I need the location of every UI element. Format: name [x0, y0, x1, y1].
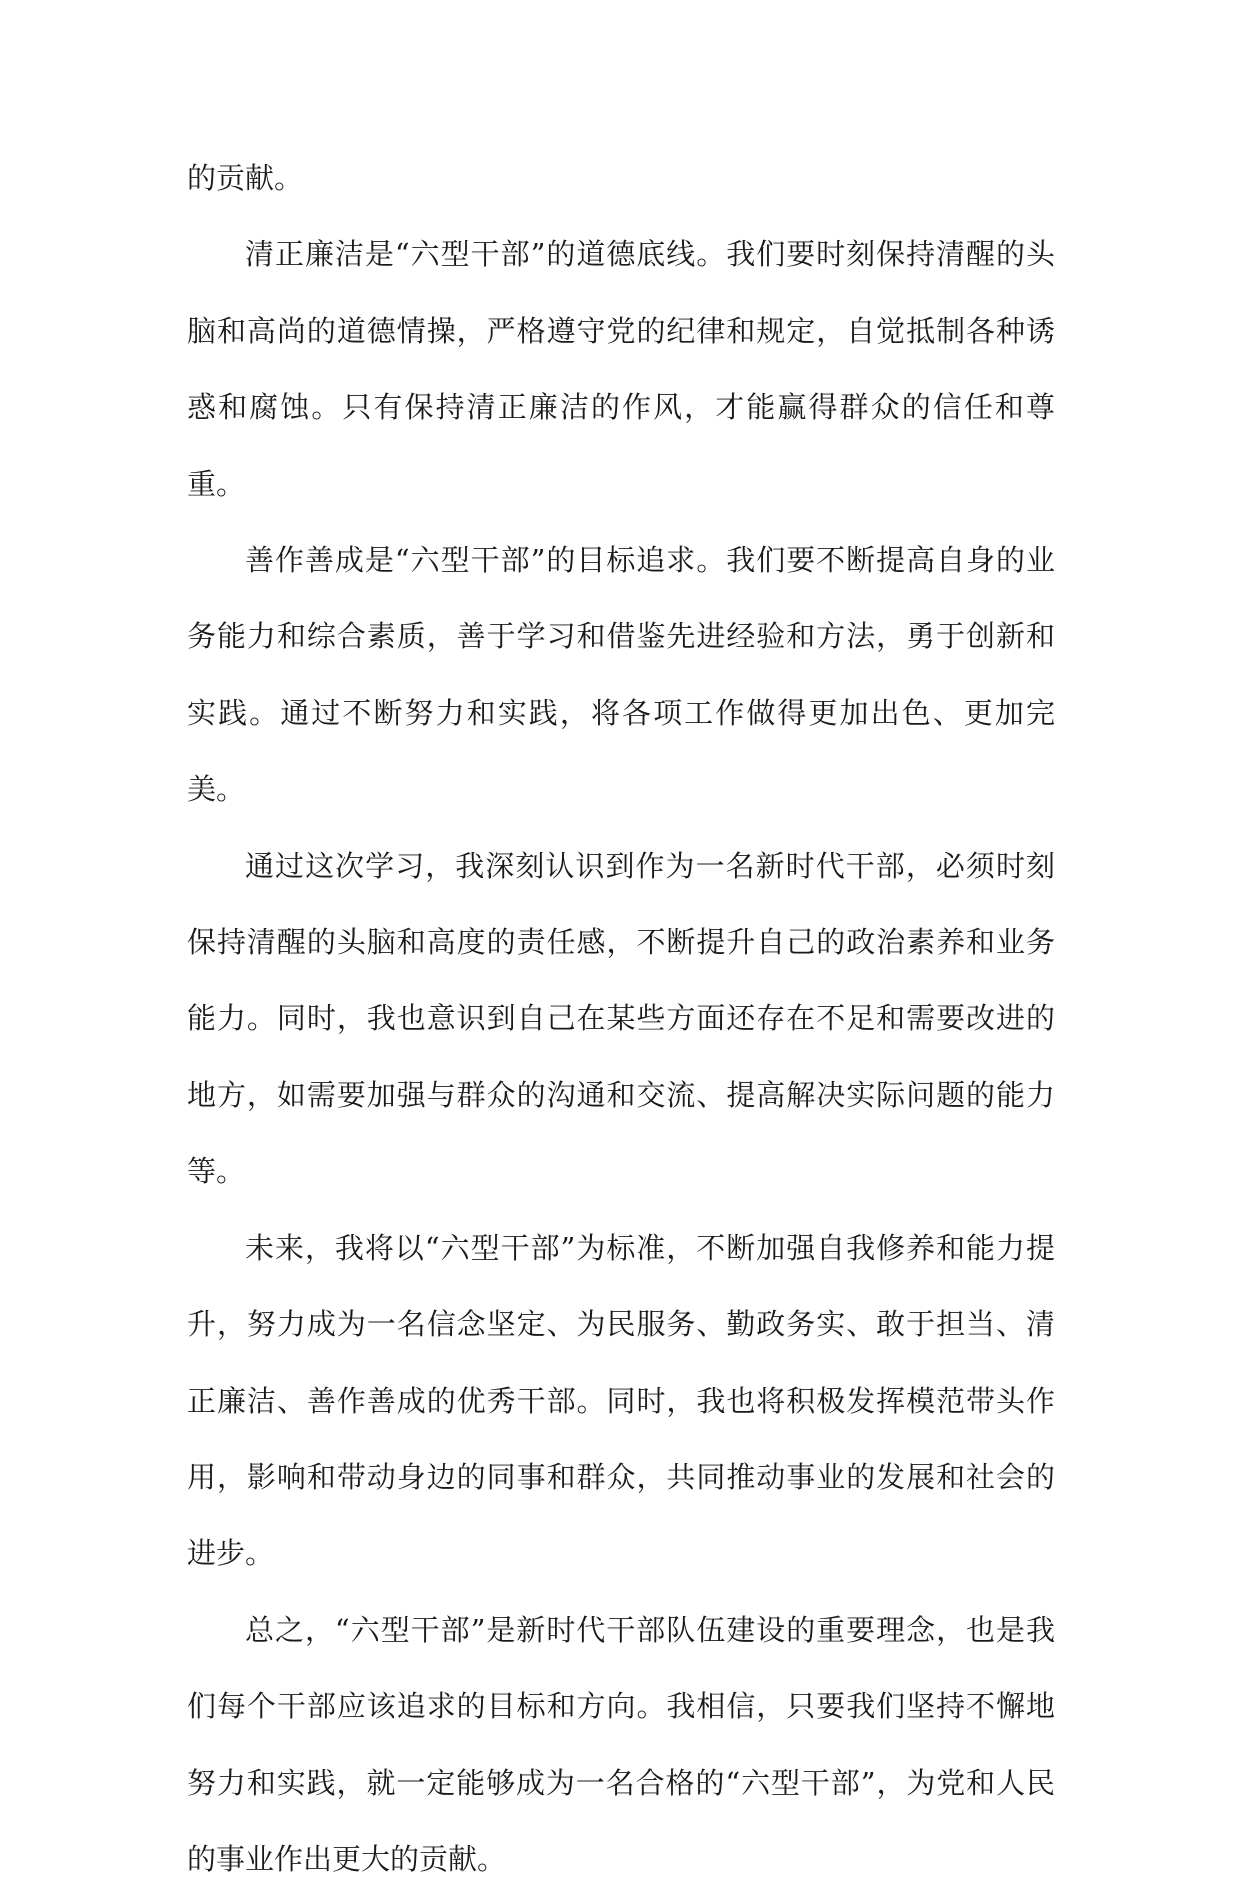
paragraph-integrity: 清正廉洁是“六型干部”的道德底线。我们要时刻保持清醒的头脑和高尚的道德情操，严格遵守党的纪律和规定，自觉抵制各种诱惑和腐蚀。只有保持清正廉洁的作风，才能赢得群众的信任和尊重。	[187, 237, 1055, 501]
paragraph-conclusion: 总之，“六型干部”是新时代干部队伍建设的重要理念，也是我们每个干部应该追求的目标和方向。我相信，只要我们坚持不懈地努力和实践，就一定能够成为一名合格的“六型干部”，为党和人民的事业作出更大的贡献。	[187, 1612, 1055, 1876]
paragraph-future-plan: 未来，我将以“六型干部”为标准，不断加强自我修养和能力提升，努力成为一名信念坚定、为民服务、勤政务实、敢于担当、清正廉洁、善作善成的优秀干部。同时，我也将积极发挥模范带头作用，影响和带动身边的同事和群众，共同推动事业的发展和社会的进步。	[187, 1230, 1055, 1571]
paragraph-achievement: 善作善成是“六型干部”的目标追求。我们要不断提高自身的业务能力和综合素质，善于学习和借鉴先进经验和方法，勇于创新和实践。通过不断努力和实践，将各项工作做得更加出色、更加完美。	[187, 543, 1055, 807]
paragraph-study-reflection: 通过这次学习，我深刻认识到作为一名新时代干部，必须时刻保持清醒的头脑和高度的责任感，不断提升自己的政治素养和业务能力。同时，我也意识到自己在某些方面还存在不足和需要改进的地方，如需要加强与群众的沟通和交流、提高解决实际问题的能力等。	[187, 848, 1055, 1189]
paragraph-continuation: 的贡献。	[187, 161, 304, 195]
document-body	[187, 140, 1055, 1897]
